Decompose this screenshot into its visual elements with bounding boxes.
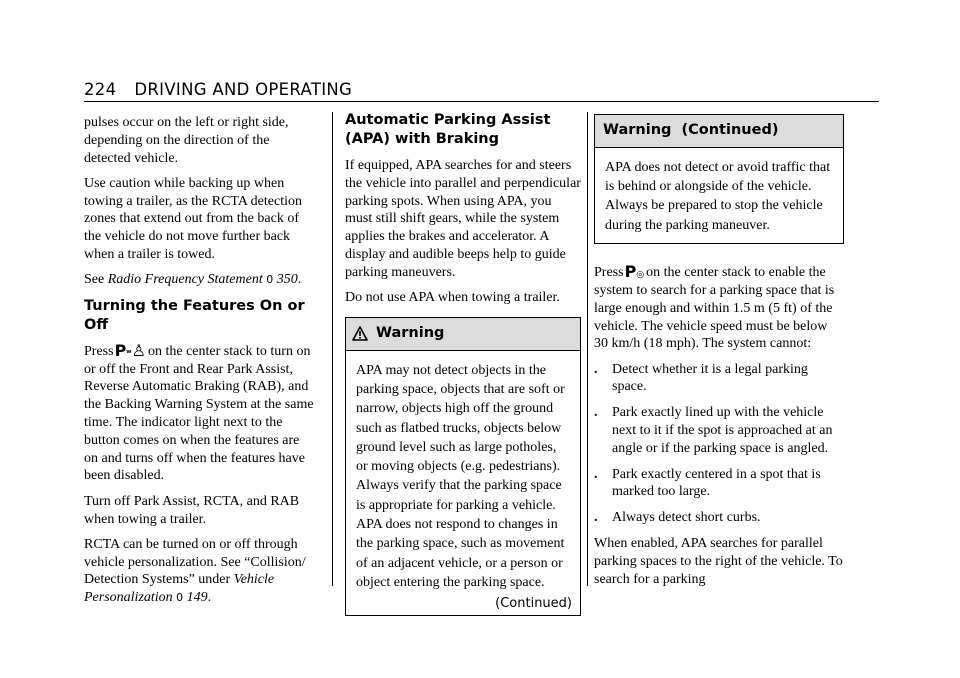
paragraph: [84, 271, 316, 289]
text: Park exactly centered in a spot that is marked too large.: [612, 466, 821, 500]
paragraph: Turn off Park Assist, RCTA, and RAB when towing a trailer.: [84, 493, 300, 527]
list-item: [594, 404, 844, 457]
list-item: [594, 466, 844, 502]
paragraph: [594, 261, 844, 353]
continued-label: (Continued): [495, 596, 572, 612]
page-ref-number[interactable]: 149: [186, 590, 208, 606]
page-header: [84, 80, 352, 99]
paragraph: Do not use APA when towing a trailer.: [345, 290, 560, 306]
column-3: [594, 114, 844, 596]
page-ref-arrow-icon: 0: [266, 273, 274, 287]
automatic-parking-assist-button-icon: P◎: [624, 261, 645, 281]
warning-box-continued: [594, 114, 844, 244]
column-divider: [332, 112, 333, 586]
bullet-list: [594, 361, 844, 527]
text: RCTA can be turned on or off through vehicle personalization. See “Collision/ Detection Systems” under: [84, 536, 306, 588]
text: Park exactly lined up with the vehicle next to it if the spot is approached at an angle or if the parking space is angled.: [612, 405, 833, 456]
paragraph: [84, 340, 316, 486]
park-assist-button-icon: Pʷ♙: [114, 340, 146, 360]
warning-box: [345, 317, 581, 616]
page-number: 224: [84, 80, 117, 99]
paragraph: If equipped, APA searches for and steers the vehicle into parallel and perpendicular parking spots. When using APA, you must still shift gears, while the system applies the brakes and accelerator. A display and audible beeps help to guide parking maneuvers.: [345, 158, 581, 280]
bullet-icon: .: [594, 466, 598, 482]
text: See: [84, 272, 108, 288]
warning-body: APA does not detect or avoid traffic that is behind or alongside of the vehicle. Always be prepared to stop the vehicle during the parking maneuver.: [605, 159, 831, 233]
page-ref-number[interactable]: 350: [276, 272, 298, 288]
paragraph: [84, 536, 316, 607]
text: Press: [594, 264, 624, 280]
text: on the center stack to turn on or off the Front and Rear Park Assist, Reverse Automatic Braking (RAB), and the Backing Warning System at the same time. The indicator light next to the button comes on when the features are on and turns off when the features have been disabled.: [84, 343, 314, 484]
text: Press: [84, 343, 114, 359]
text: Always detect short curbs.: [612, 510, 761, 526]
section-title: DRIVING AND OPERATING: [134, 80, 353, 99]
column-2: [345, 114, 581, 616]
cross-reference-link[interactable]: Radio Frequency Statement: [107, 272, 263, 288]
list-item: [594, 509, 844, 527]
warning-header: [346, 318, 580, 351]
column-1: [84, 114, 316, 615]
warning-triangle-icon: [352, 326, 368, 341]
warning-body: APA may not detect objects in the parking space, objects that are soft or narrow, objects high off the ground such as flatbed trucks, objects below ground level such as large potholes, or moving objects (e.g. pedestrians). Always verify that the parking space is appropriate for parking a vehicle. APA does not respond to changes in the parking space, such as movement of an adjacent vehicle, or a person or object entering the parking space.: [356, 362, 565, 590]
bullet-icon: .: [594, 510, 598, 526]
page-ref-arrow-icon: 0: [176, 591, 184, 605]
warning-title: Warning (Continued): [603, 122, 779, 138]
text: on the center stack to enable the system to search for a parking space that is large enough and within 1.5 m (5 ft) of the vehicle. The vehicle speed must be below 30 km/h (18 mph). The system cannot:: [594, 264, 835, 352]
section-heading: Turning the Features On or Off: [84, 297, 305, 333]
warning-title: Warning: [376, 324, 445, 341]
bullet-icon: .: [594, 361, 598, 377]
bullet-icon: .: [594, 405, 598, 421]
paragraph: pulses occur on the left or right side, depending on the direction of the detected vehicle.: [84, 115, 289, 166]
section-heading: Automatic Parking Assist (APA) with Braking: [345, 112, 551, 147]
warning-header: [595, 115, 843, 148]
paragraph: When enabled, APA searches for parallel parking spaces to the right of the vehicle. To search for a parking: [594, 536, 843, 587]
cross-reference-link[interactable]: Vehicle Personalization: [84, 572, 275, 606]
text: .: [207, 590, 212, 606]
text: Detect whether it is a legal parking space.: [612, 361, 808, 395]
list-item: [594, 361, 844, 397]
text: .: [297, 272, 302, 288]
header-rule: [84, 101, 879, 102]
paragraph: Use caution while backing up when towing a trailer, as the RCTA detection zones that extend out from the back of the vehicle do not move further back when a trailer is towed.: [84, 175, 302, 263]
column-divider: [587, 112, 588, 586]
